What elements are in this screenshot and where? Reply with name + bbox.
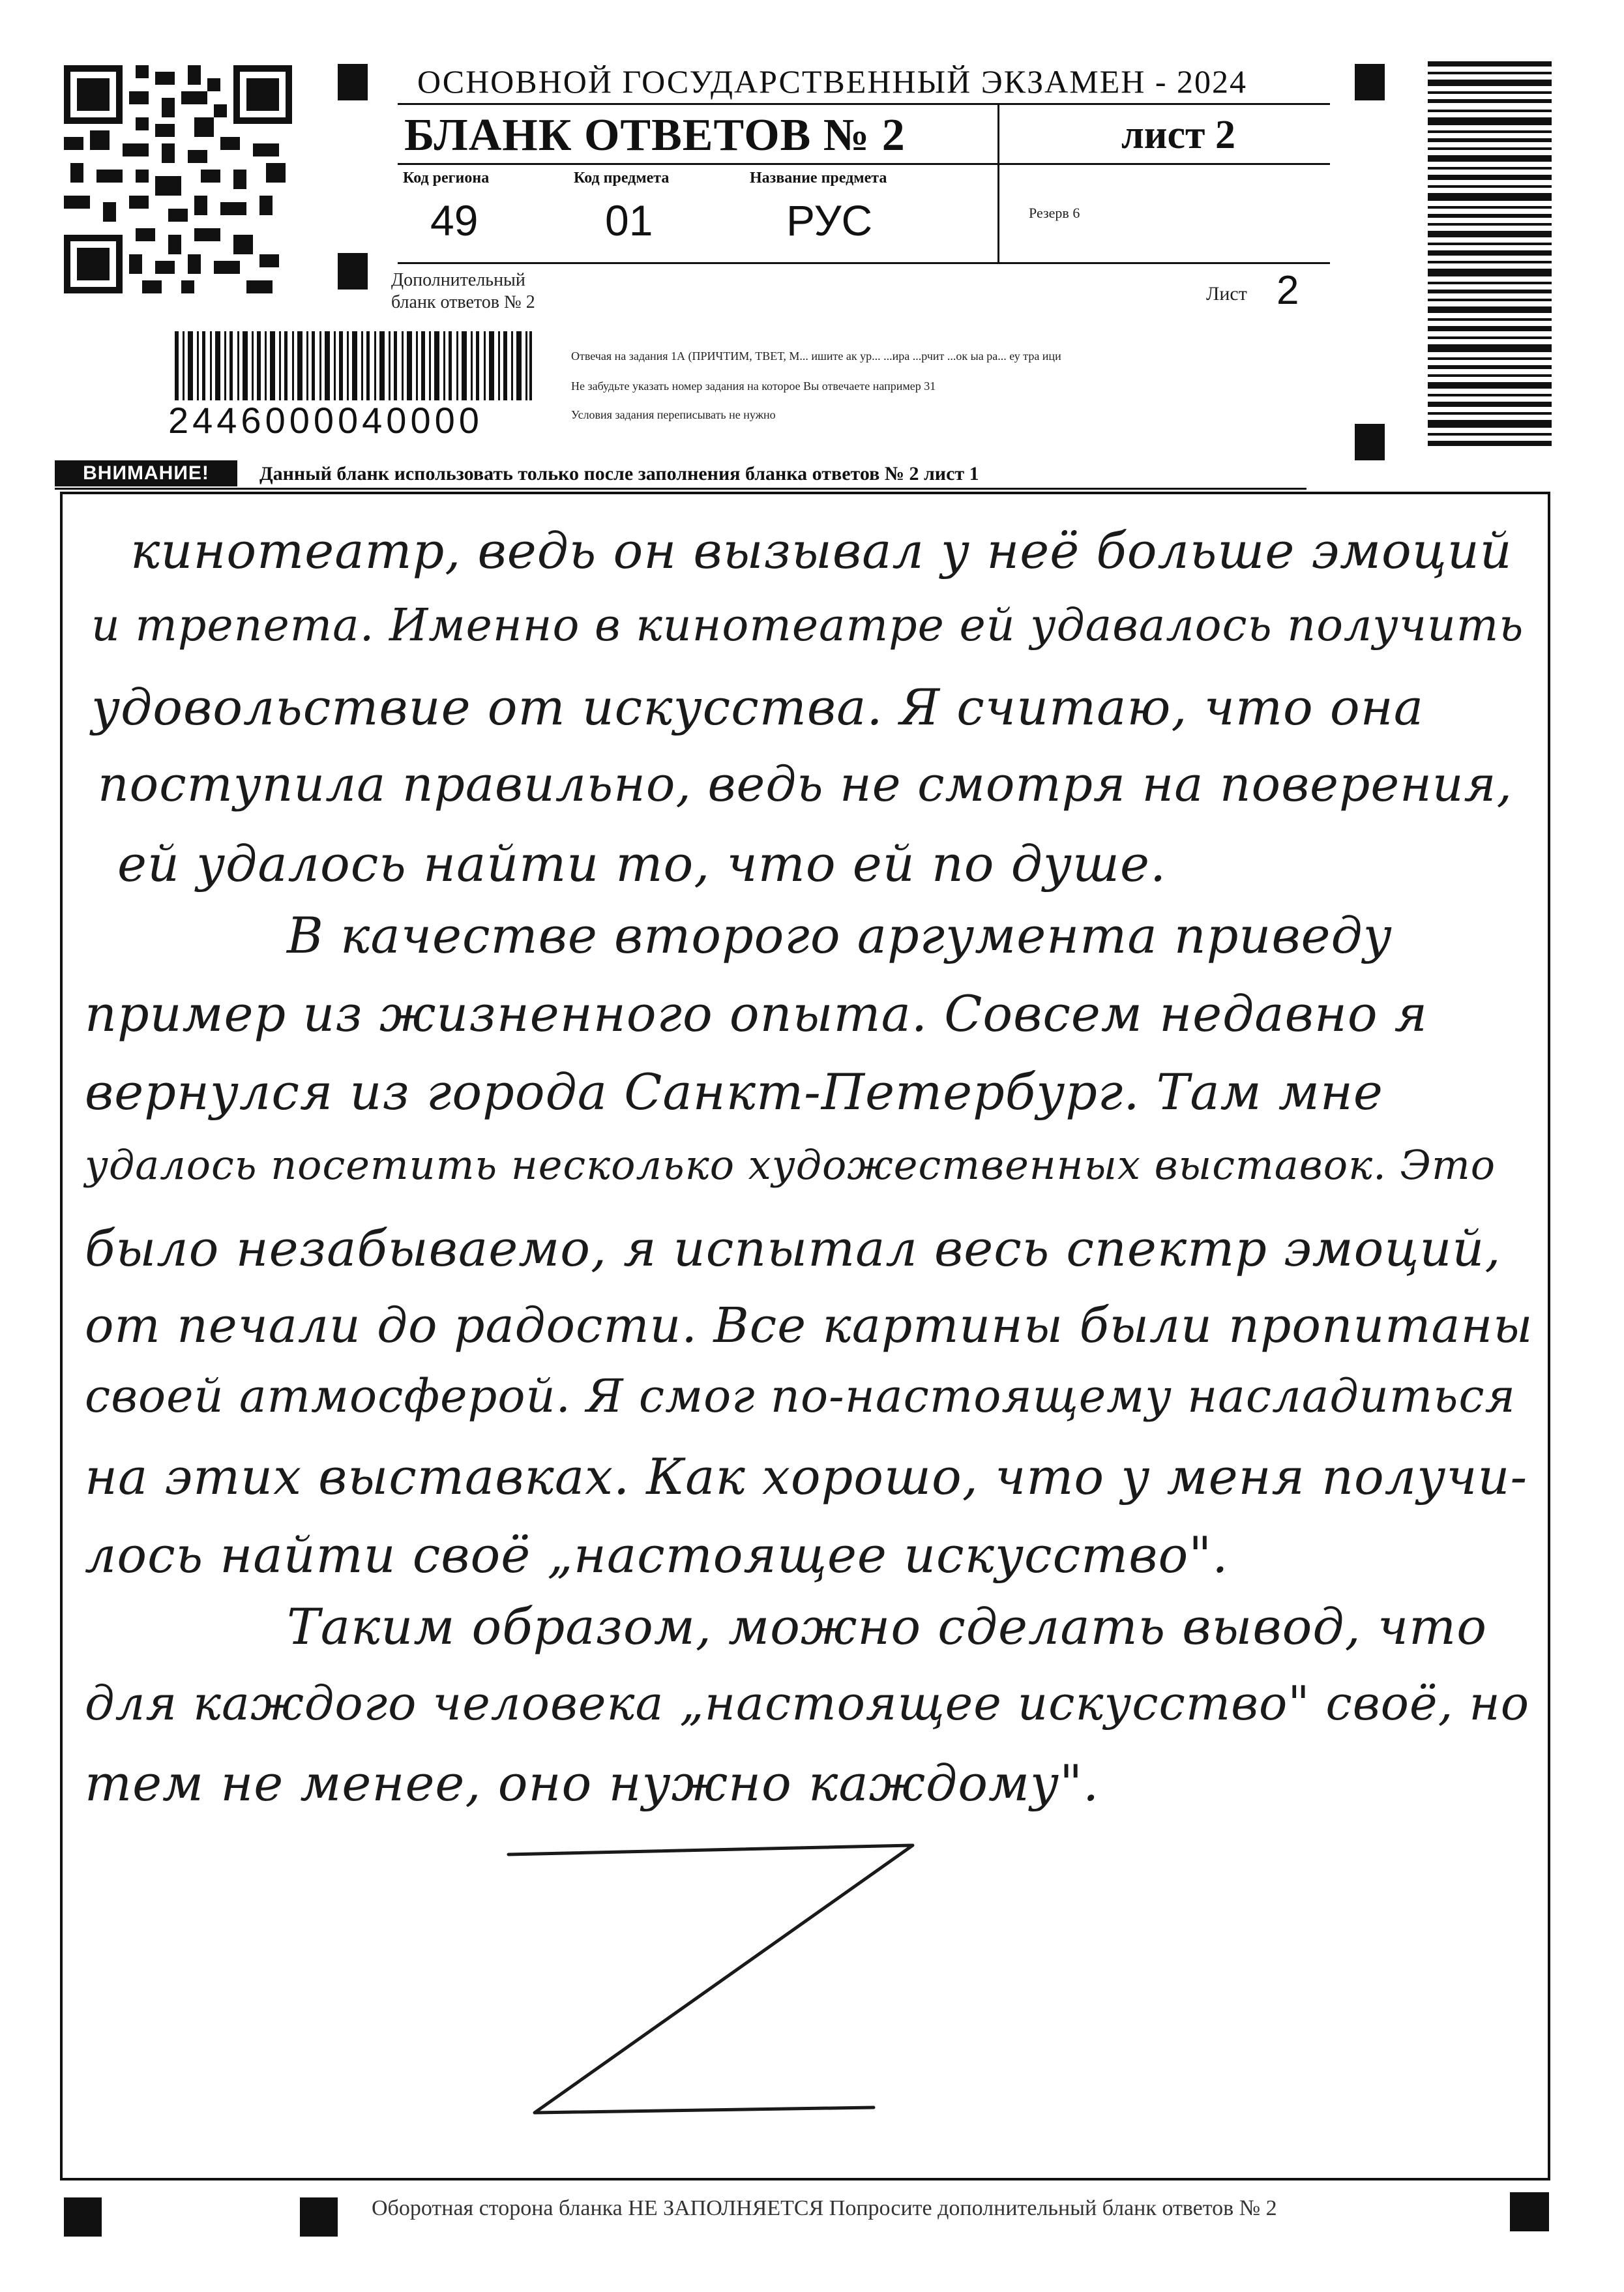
handwriting-line-1: кинотеатр, ведь он вызывал у неё больше эмоций bbox=[130, 522, 1513, 580]
handwriting-line-10: было незабываемо, я испытал весь спектр эмоций, bbox=[85, 1219, 1501, 1277]
handwriting-line-11: от печали до радости. Все картины были пропитаны bbox=[85, 1298, 1533, 1354]
subject-name-value: РУС bbox=[786, 196, 873, 245]
registration-mark-mid-right bbox=[1355, 424, 1385, 460]
handwriting-line-14: лось найти своё „настоящее искусство". bbox=[85, 1526, 1229, 1584]
registration-mark-bottom-mid bbox=[300, 2197, 338, 2237]
header-rule-1 bbox=[398, 103, 1330, 105]
additional-label-line2: бланк ответов № 2 bbox=[391, 292, 535, 312]
subject-code-label: Код предмета bbox=[574, 170, 670, 186]
handwriting-line-16: для каждого человека „настоящее искусство" своё, но bbox=[85, 1676, 1530, 1731]
handwriting-line-17: тем не менее, оно нужно каждому". bbox=[85, 1754, 1100, 1812]
handwriting-line-8: вернулся из города Санкт-Петербург. Там мне bbox=[85, 1063, 1383, 1121]
handwriting-line-6: В качестве второго аргумента приведу bbox=[287, 906, 1393, 964]
registration-mark-top-left bbox=[338, 64, 368, 100]
handwriting-line-2: и трепета. Именно в кинотеатре ей удавалось получить bbox=[91, 600, 1524, 651]
warning-badge: ВНИМАНИЕ! bbox=[55, 460, 237, 486]
handwriting-line-7: пример из жизненного опыта. Совсем недавно я bbox=[85, 985, 1428, 1043]
sheet-title: лист 2 bbox=[1121, 113, 1235, 157]
handwriting-line-3: удовольствие от искусства. Я считаю, что она bbox=[91, 678, 1425, 736]
sheet-barcode bbox=[175, 331, 532, 400]
side-barcode bbox=[1428, 61, 1552, 446]
barcode-digits: 2446000040000 bbox=[168, 400, 483, 441]
z-closure-mark bbox=[495, 1839, 952, 2126]
exam-title: ОСНОВНОЙ ГОСУДАРСТВЕННЫЙ ЭКЗАМЕН - 2024 bbox=[417, 63, 1247, 100]
region-label: Код региона bbox=[403, 170, 490, 186]
registration-mark-bottom-left bbox=[64, 2197, 102, 2237]
instruction-line-3: Условия задания переписывать не нужно bbox=[571, 408, 776, 421]
sheet-value: 2 bbox=[1277, 268, 1299, 313]
header-divider bbox=[997, 104, 999, 263]
region-value: 49 bbox=[430, 196, 479, 245]
additional-label-line1: Дополнительный bbox=[391, 270, 525, 290]
warning-rule bbox=[55, 488, 1307, 490]
qr-code bbox=[64, 65, 292, 293]
instruction-line-1: Отвечая на задания 1А (ПРИЧТИМ, ТВЕТ, М... ишите ак ур... ...ира ...рчит ...ок ыа ра... еу тра ици bbox=[571, 350, 1061, 363]
warning-text: Данный бланк использовать только после заполнения бланка ответов № 2 лист 1 bbox=[259, 463, 979, 484]
sheet-label: Лист bbox=[1206, 283, 1247, 305]
handwriting-line-12: своей атмосферой. Я смог по-настоящему насладиться bbox=[85, 1369, 1516, 1423]
header-rule-3 bbox=[398, 262, 1330, 264]
registration-mark-bottom-right bbox=[1510, 2192, 1549, 2231]
registration-mark-top-right bbox=[1355, 64, 1385, 100]
header-rule-2 bbox=[398, 163, 1330, 165]
reserve-label: Резерв 6 bbox=[1029, 205, 1080, 221]
subject-name-label: Название предмета bbox=[750, 170, 887, 186]
footer-text: Оборотная сторона бланка НЕ ЗАПОЛНЯЕТСЯ Попросите дополнительный бланк ответов № 2 bbox=[372, 2196, 1277, 2220]
instruction-line-2: Не забудьте указать номер задания на которое Вы отвечаете например 31 bbox=[571, 380, 936, 393]
handwriting-line-13: на этих выставках. Как хорошо, что у меня получи- bbox=[85, 1448, 1528, 1506]
registration-mark-mid-left bbox=[338, 253, 368, 290]
blank-title: БЛАНК ОТВЕТОВ № 2 bbox=[404, 110, 906, 160]
subject-code-value: 01 bbox=[605, 196, 653, 245]
handwriting-line-9: удалось посетить несколько художественных выставок. Это bbox=[85, 1141, 1496, 1189]
handwriting-line-15: Таким образом, можно сделать вывод, что bbox=[287, 1598, 1487, 1656]
handwriting-line-4: поступила правильно, ведь не смотря на поверения, bbox=[98, 756, 1513, 812]
handwriting-line-5: ей удалось найти то, что ей по душе. bbox=[117, 835, 1167, 893]
